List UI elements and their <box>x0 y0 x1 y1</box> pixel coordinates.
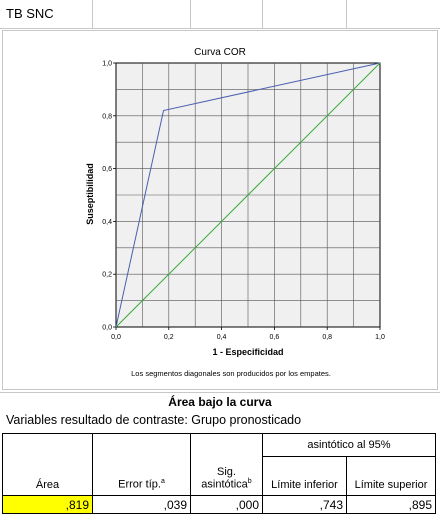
y-tick-label: 0,2 <box>102 271 112 279</box>
sheet-title-cell[interactable]: TB SNC <box>0 0 92 28</box>
chart-title: Curva COR <box>194 47 246 58</box>
cell-error-value[interactable]: ,039 <box>93 496 191 514</box>
area-table-subtitle: Variables resultado de contraste: Grupo pronosticado <box>6 413 302 427</box>
x-axis-label: 1 - Especificidad <box>212 347 284 357</box>
cell-lower-value[interactable]: ,743 <box>263 496 347 514</box>
x-tick-label: 1,0 <box>375 334 385 341</box>
y-axis-label: Suseptibilidad <box>85 163 95 225</box>
header-ci-group: asintótico al 95% <box>263 434 436 457</box>
cell-area-value[interactable]: ,819 <box>3 496 93 514</box>
column-divider <box>190 0 191 29</box>
roc-chart-svg <box>3 31 439 391</box>
y-tick-label: 0,8 <box>102 113 112 121</box>
header-sig: Sig. asintótica$^b$ <box>191 434 263 496</box>
x-tick-label: 0,2 <box>163 334 174 341</box>
y-tick-label: 0,4 <box>102 218 112 226</box>
header-area: Área <box>3 434 93 496</box>
column-divider <box>92 0 93 29</box>
chart-footnote: Los segmentos diagonales son producidos por los empates. <box>131 369 331 378</box>
x-tick-label: 0,0 <box>111 334 121 341</box>
x-tick-label: 0,4 <box>216 334 227 341</box>
cell-sig-value[interactable]: ,000 <box>191 496 263 514</box>
column-divider <box>346 0 347 29</box>
cell-upper-value[interactable]: ,895 <box>347 496 436 514</box>
header-upper-limit: Límite superior <box>347 456 436 495</box>
header-lower-limit: Límite inferior <box>263 456 347 495</box>
x-tick-label: 0,6 <box>269 334 280 341</box>
column-divider <box>262 0 263 29</box>
x-tick-label: 0,8 <box>322 334 333 341</box>
header-error: Error típ.$^a$ <box>93 434 191 496</box>
y-tick-label: 0,0 <box>102 324 112 332</box>
area-results-table <box>2 433 436 514</box>
roc-chart[interactable] <box>2 30 438 390</box>
y-tick-label: 1,0 <box>102 60 112 68</box>
area-table-heading: Área bajo la curva <box>0 392 440 410</box>
y-tick-label: 0,6 <box>102 166 112 174</box>
